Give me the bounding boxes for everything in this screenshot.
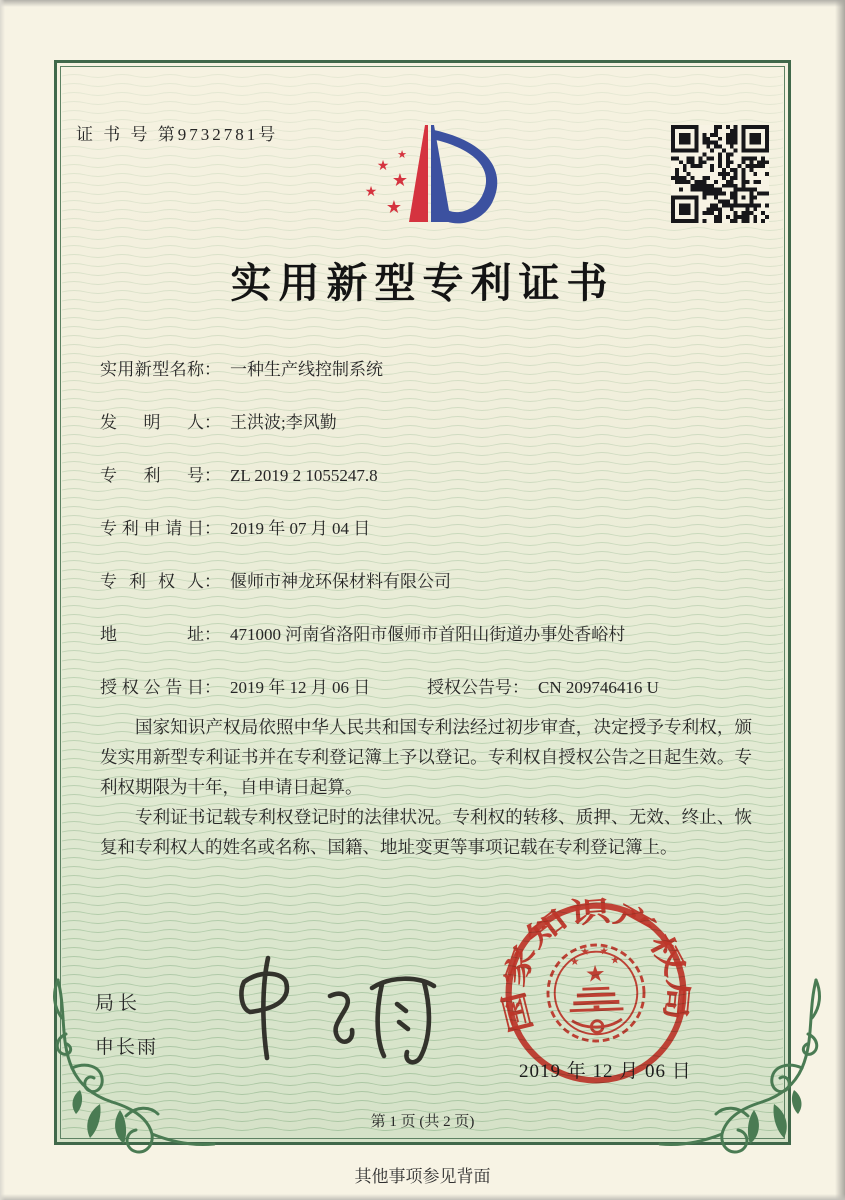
colon: ： [204,466,221,485]
colon: ： [204,413,221,432]
cnipa-logo-icon [334,110,532,238]
field-inventor [100,409,760,437]
scan-edge-top [0,0,845,7]
logo-star-icon: ★ [385,197,403,217]
legal-text [100,712,752,862]
logo-star-icon: ★ [364,185,378,200]
signature [232,952,447,1067]
field-label: 实用新型名称 [100,360,204,379]
colon: ： [204,678,221,697]
field-patent-number [100,462,760,490]
field-label: 专利申请日 [100,519,204,538]
certificate-number: 证 书 号 第9732781号 [76,125,279,144]
colon: ： [204,519,221,538]
svg-text:★: ★ [580,946,590,959]
qr-code [671,125,769,223]
seal-date: 2019 年 12 月 06 日 [519,1061,692,1082]
patent-number-value: ZL 2019 2 1055247.8 [230,466,378,485]
field-grant-announcement [100,674,760,702]
address-value: 471000 河南省洛阳市偃师市首阳山街道办事处香峪村 [230,625,626,644]
logo-star-icon: ★ [391,170,409,190]
field-label: 发明人 [100,413,204,432]
grant-date-value: 2019 年 12 月 06 日 [230,678,371,697]
certificate-title: 实用新型专利证书 [230,260,615,306]
scan-edge-left [0,0,5,1200]
field-label: 地址 [100,625,204,644]
colon: ： [204,625,221,644]
back-note: 其他事项参见背面 [354,1167,491,1186]
grant-number-value: CN 209746416 U [538,678,659,697]
colon: ： [204,572,221,591]
inventor-value: 王洪波;李风勤 [230,413,337,432]
svg-text:★: ★ [599,946,610,958]
officer-name: 申长雨 [95,1037,159,1058]
logo-star-icon: ★ [397,149,407,161]
patentee-value: 偃师市神龙环保材料有限公司 [230,572,451,591]
national-emblem-icon [546,943,645,1042]
colon: ： [204,360,221,379]
legal-paragraph-2: 专利证书记载专利权登记时的法律状况。专利权的转移、质押、无效、终止、恢复和专利权人的姓名或名称、国籍、地址变更等事项记载在专利登记簿上。 [100,807,752,857]
svg-text:★: ★ [610,955,620,967]
field-utility-model-name [100,356,760,384]
certificate-fields [100,356,760,727]
legal-paragraph-1: 国家知识产权局依照中华人民共和国专利法经过初步审查，决定授予专利权，颁发实用新型专利证书并在专利登记簿上予以登记。专利权自授权公告之日起生效。专利权期限为十年，自申请日起算。 [100,717,752,797]
svg-text:★: ★ [569,956,580,969]
field-filing-date [100,515,760,543]
utility-model-name-value: 一种生产线控制系统 [230,360,383,379]
field-label: 专利权人 [100,572,204,591]
colon: ： [512,678,529,697]
svg-text:★: ★ [584,960,607,987]
logo-pyramid-red [409,125,428,222]
filing-date-value: 2019 年 07 月 04 日 [230,519,371,538]
officer-title: 局长 [95,993,142,1014]
page-number: 第 1 页 (共 2 页) [370,1114,475,1130]
field-address [100,621,760,649]
field-label: 授权公告日 [100,678,204,697]
field-grant-number [427,674,659,702]
scan-edge-bottom [0,1194,845,1200]
field-label: 授权公告号 [427,678,512,697]
seal-text: 国家知识产权局 [498,896,694,1036]
field-label: 专利号 [100,466,204,485]
field-patentee [100,568,760,596]
logo-star-icon: ★ [376,159,390,174]
